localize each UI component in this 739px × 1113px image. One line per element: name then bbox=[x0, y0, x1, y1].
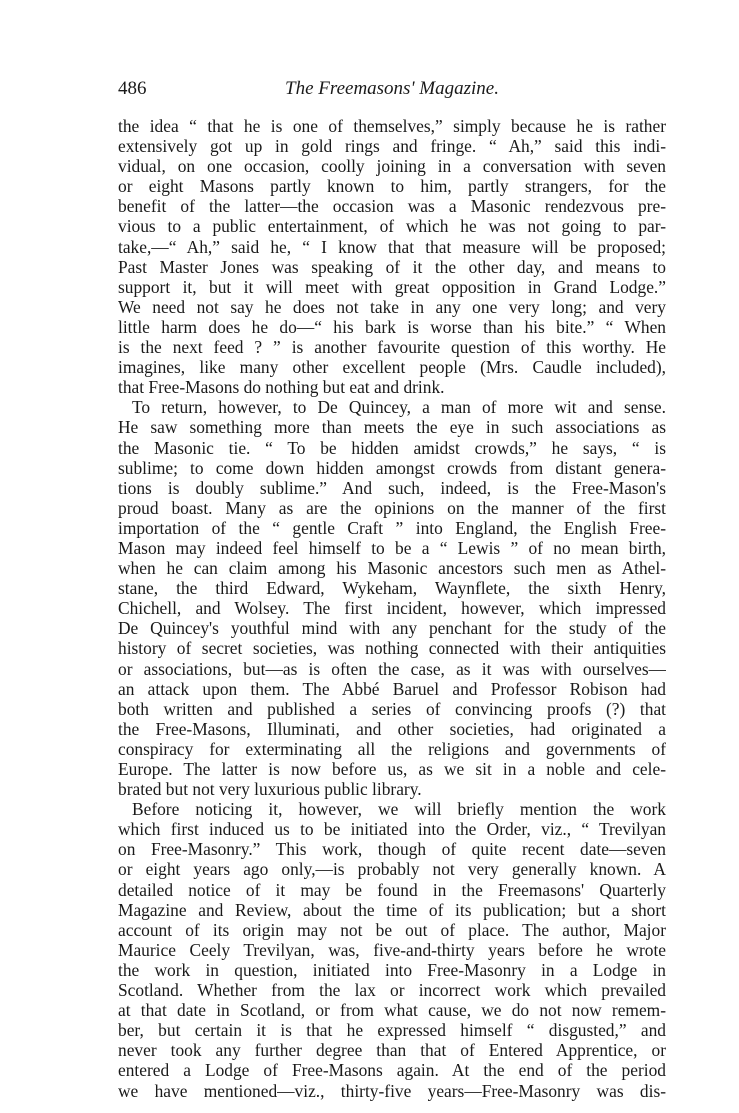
text-line: He saw something more than meets the eye in such associations as bbox=[118, 417, 666, 438]
text-line: ber, but certain it is that he expressed himself “ disgusted,” and bbox=[118, 1020, 666, 1041]
text-line: the Masonic tie. “ To be hidden amidst crowds,” he says, “ is bbox=[118, 437, 666, 458]
text-line: both written and published a series of convincing proofs (?) that bbox=[118, 698, 666, 719]
text-line: support it, but it will meet with great opposition in Grand Lodge.” bbox=[118, 276, 666, 297]
text-line: Mason may indeed feel himself to be a “ Lewis ” of no mean birth, bbox=[118, 537, 666, 558]
text-line: the work in question, initiated into Free-Masonry in a Lodge in bbox=[118, 959, 666, 980]
text-line: extensively got up in gold rings and fringe. “ Ah,” said this indi- bbox=[118, 136, 666, 157]
text-line: We need not say he does not take in any one very long; and very bbox=[118, 296, 666, 317]
text-line: brated but not very luxurious public library. bbox=[118, 779, 422, 800]
text-line: sublime; to come down hidden amongst crowds from distant genera- bbox=[118, 457, 666, 478]
text-line: benefit of the latter—the occasion was a Masonic rendezvous pre- bbox=[118, 196, 666, 217]
text-line: the idea “ that he is one of themselves,” simply because he is rather bbox=[118, 116, 666, 136]
text-line: is the next feed ? ” is another favourite question of this worthy. He bbox=[118, 337, 666, 358]
paragraph bbox=[118, 397, 666, 799]
text-line: take,—“ Ah,” said he, “ I know that that measure will be proposed; bbox=[118, 236, 666, 257]
text-line: the Free-Masons, Illuminati, and other societies, had originated a bbox=[118, 718, 666, 739]
text-line: To return, however, to De Quincey, a man of more wit and sense. bbox=[132, 397, 666, 418]
text-line: vidual, on one occasion, coolly joining in a conversation with seven bbox=[118, 156, 666, 177]
text-line: importation of the “ gentle Craft ” into England, the English Free- bbox=[118, 517, 666, 538]
text-line: detailed notice of it may be found in the Freemasons' Quarterly bbox=[118, 879, 666, 900]
text-line: an attack upon them. The Abbé Baruel and Professor Robison had bbox=[118, 678, 666, 699]
text-line: De Quincey's youthful mind with any penchant for the study of the bbox=[118, 618, 666, 639]
text-line: conspiracy for exterminating all the religions and governments of bbox=[118, 738, 666, 759]
text-line: Past Master Jones was speaking of it the other day, and means to bbox=[118, 256, 666, 277]
text-line: Maurice Ceely Trevilyan, was, five-and-thirty years before he wrote bbox=[118, 939, 666, 960]
text-line: tions is doubly sublime.” And such, indeed, is the Free-Mason's bbox=[118, 477, 666, 498]
running-title: The Freemasons' Magazine. bbox=[285, 78, 499, 99]
text-line: or associations, but—as is often the case, as it was with ourselves— bbox=[118, 658, 666, 679]
page-header bbox=[118, 78, 666, 102]
text-line: that Free-Masons do nothing but eat and drink. bbox=[118, 377, 445, 398]
text-line: entered a Lodge of Free-Masons again. At the end of the period bbox=[118, 1060, 666, 1081]
text-line: on Free-Masonry.” This work, though of quite recent date—seven bbox=[118, 839, 666, 860]
text-line: Before noticing it, however, we will briefly mention the work bbox=[132, 799, 666, 820]
text-line: or eight years ago only,—is probably not very generally known. A bbox=[118, 859, 666, 880]
text-line: account of its origin may not be out of place. The author, Major bbox=[118, 919, 666, 940]
text-line: Magazine and Review, about the time of its publication; but a short bbox=[118, 899, 666, 920]
text-line: Europe. The latter is now before us, as we sit in a noble and cele- bbox=[118, 759, 666, 779]
text-line: history of secret societies, was nothing connected with their antiquities bbox=[118, 638, 666, 659]
text-line: vious to a public entertainment, of which he was not going to par- bbox=[118, 216, 666, 237]
text-line: which first induced us to be initiated into the Order, viz., “ Trevilyan bbox=[118, 819, 666, 840]
text-line: stane, the third Edward, Wykeham, Waynflete, the sixth Henry, bbox=[118, 578, 666, 599]
text-line: little harm does he do—“ his bark is worse than his bite.” “ When bbox=[118, 316, 666, 337]
paragraph bbox=[118, 116, 666, 397]
paragraph bbox=[118, 799, 666, 1100]
text-line: at that date in Scotland, or from what cause, we do not now remem- bbox=[118, 1000, 666, 1021]
text-line: never took any further degree than that of Entered Apprentice, or bbox=[118, 1040, 666, 1061]
page-number: 486 bbox=[118, 78, 147, 99]
text-line: Scotland. Whether from the lax or incorrect work which prevailed bbox=[118, 980, 666, 1001]
article-body bbox=[118, 116, 666, 1101]
text-line: Chichell, and Wolsey. The first incident, however, which impressed bbox=[118, 598, 666, 619]
text-line: imagines, like many other excellent people (Mrs. Caudle included), bbox=[118, 357, 666, 378]
text-line: when he can claim among his Masonic ancestors such men as Athel- bbox=[118, 558, 666, 579]
text-line: or eight Masons partly known to him, partly strangers, for the bbox=[118, 176, 666, 197]
text-line: proud boast. Many as are the opinions on the manner of the first bbox=[118, 497, 666, 518]
text-line: we have mentioned—viz., thirty-five years—Free-Masonry was dis- bbox=[118, 1080, 666, 1101]
